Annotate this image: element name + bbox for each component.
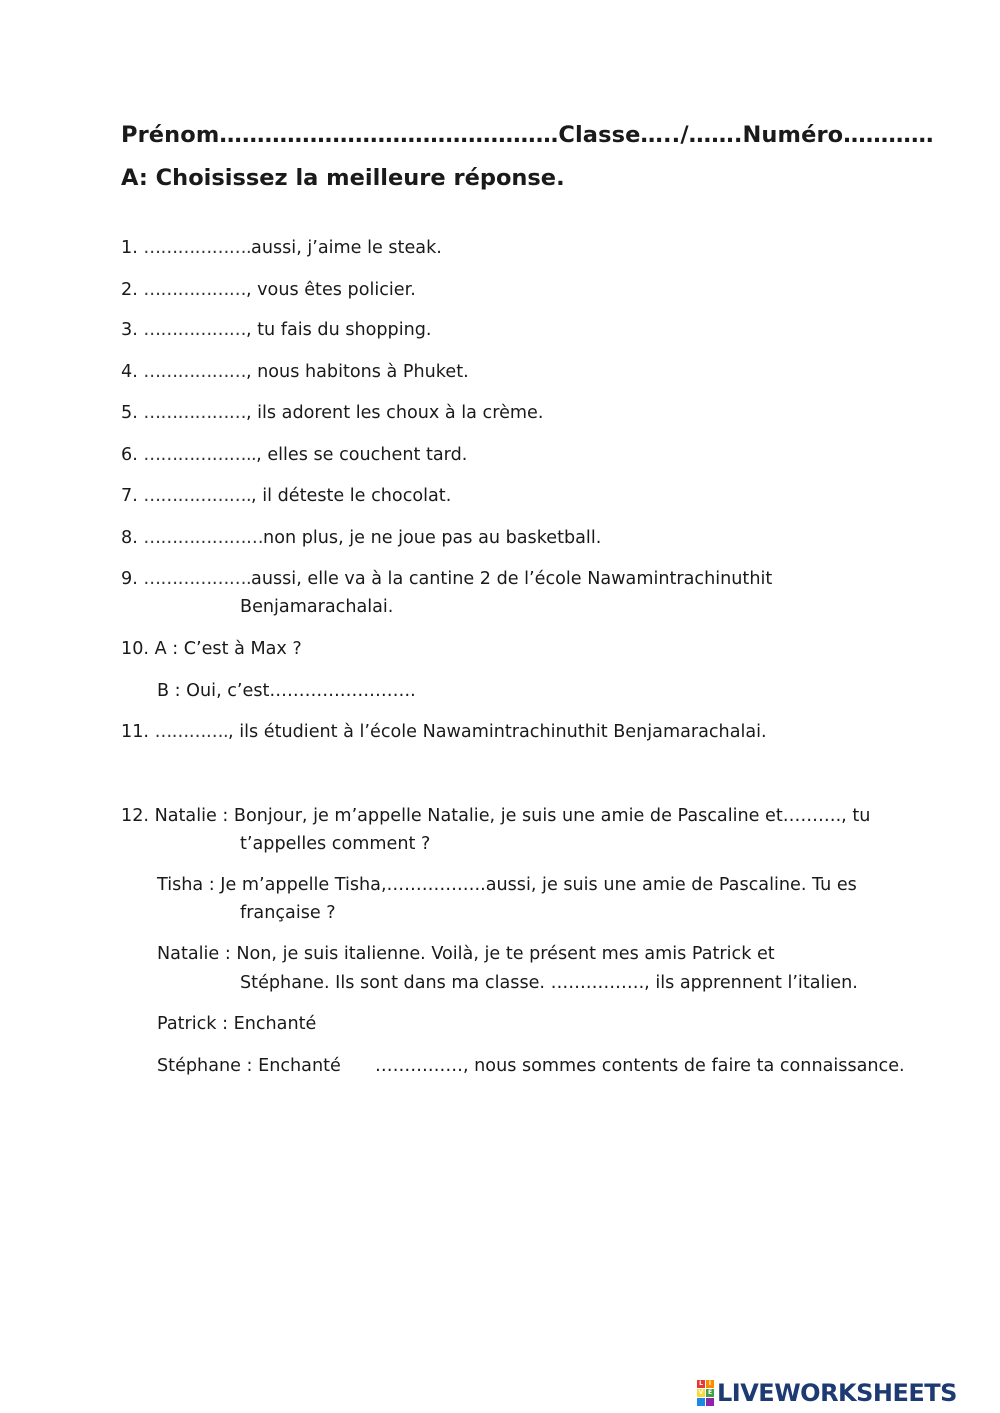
answer-blank[interactable]: ………………… (143, 528, 264, 548)
logo-cell: E (707, 1389, 713, 1396)
question-number: 1. (121, 238, 138, 258)
question-9 (121, 569, 772, 589)
liveworksheets-logo (697, 1380, 957, 1406)
natalie-line-2-continuation[interactable]: Stéphane. Ils sont dans ma classe. ……………., ils apprennent l’italien. (240, 973, 858, 993)
question-number: 11. (121, 722, 149, 742)
stephane-line (157, 1056, 341, 1076)
question-text: aussi, elle va à la cantine 2 de l’école Nawamintrachinuthit (251, 569, 773, 589)
question-text: non plus, je ne joue pas au basketball. (263, 528, 602, 548)
question-number: 8. (121, 528, 138, 548)
logo-cell: L (697, 1380, 705, 1388)
question-3 (121, 320, 432, 340)
stephane-speaker: Stéphane : Enchanté (157, 1056, 341, 1076)
question-7 (121, 486, 451, 506)
logo-cell (706, 1398, 714, 1406)
question-number: 5. (121, 403, 138, 423)
stephane-line-answer[interactable]: ……………, nous sommes contents de faire ta connaissance. (375, 1056, 905, 1076)
tisha-line-continuation: française ? (240, 903, 336, 923)
question-number: 7. (121, 486, 138, 506)
prenom-label: Prénom (121, 122, 220, 148)
question-number: 12. (121, 806, 149, 826)
question-1 (121, 238, 442, 258)
answer-blank[interactable]: ……………… (143, 320, 246, 340)
question-11 (121, 722, 767, 742)
natalie-line-1[interactable]: Natalie : Bonjour, je m’appelle Natalie, je suis une amie de Pascaline et………., tu (154, 806, 871, 826)
question-number: 3. (121, 320, 138, 340)
instruction-heading: A: Choisissez la meilleure réponse. (121, 165, 565, 191)
answer-blank[interactable]: ……………… (143, 362, 246, 382)
question-text: , ils étudient à l’école Nawamintrachinuthit Benjamarachalai. (228, 722, 767, 742)
question-text: , vous êtes policier. (245, 280, 416, 300)
question-text: , tu fais du shopping. (245, 320, 432, 340)
question-number: 2. (121, 280, 138, 300)
question-12 (121, 806, 870, 826)
question-text: aussi, j’aime le steak. (251, 238, 442, 258)
answer-blank[interactable]: …………. (154, 722, 229, 742)
prenom-blank[interactable]: ……………………………………… (219, 122, 559, 148)
question-10 (121, 639, 302, 659)
question-text: , nous habitons à Phuket. (245, 362, 469, 382)
question-text: , il déteste le chocolat. (251, 486, 452, 506)
student-info-header (121, 122, 934, 148)
dialogue-line-a: A : C’est à Max ? (154, 639, 302, 659)
question-6 (121, 445, 467, 465)
answer-blank[interactable]: ………………. (143, 238, 252, 258)
patrick-line: Patrick : Enchanté (157, 1014, 317, 1034)
logo-icon (697, 1380, 714, 1406)
logo-text: LIVEWORKSHEETS (717, 1379, 957, 1407)
logo-cell (697, 1398, 705, 1406)
natalie-line-2: Natalie : Non, je suis italienne. Voilà, je te présent mes amis Patrick et (157, 944, 775, 964)
question-9-continuation: Benjamarachalai. (240, 597, 394, 617)
question-5 (121, 403, 543, 423)
answer-blank[interactable]: ………………. (143, 569, 252, 589)
classe-label[interactable]: Classe…../……. (558, 122, 743, 148)
question-2 (121, 280, 416, 300)
dialogue-line-b[interactable]: B : Oui, c’est……………………. (157, 681, 416, 701)
natalie-line-1-continuation: t’appelles comment ? (240, 834, 431, 854)
question-number: 6. (121, 445, 138, 465)
tisha-line[interactable]: Tisha : Je m’appelle Tisha,……………..aussi, je suis une amie de Pascaline. Tu es (157, 875, 857, 895)
question-number: 4. (121, 362, 138, 382)
question-4 (121, 362, 469, 382)
question-number: 9. (121, 569, 138, 589)
numero-label[interactable]: Numéro………… (742, 122, 934, 148)
answer-blank[interactable]: ……………… (143, 280, 246, 300)
answer-blank[interactable]: ………………. (143, 486, 252, 506)
question-number: 10. (121, 639, 149, 659)
question-text: , elles se couchent tard. (256, 445, 468, 465)
logo-cell: V (698, 1389, 704, 1396)
question-8 (121, 528, 601, 548)
answer-blank[interactable]: ……………….. (143, 445, 257, 465)
answer-blank[interactable]: ……………… (143, 403, 246, 423)
question-text: , ils adorent les choux à la crème. (245, 403, 544, 423)
logo-cell: I (706, 1380, 714, 1388)
